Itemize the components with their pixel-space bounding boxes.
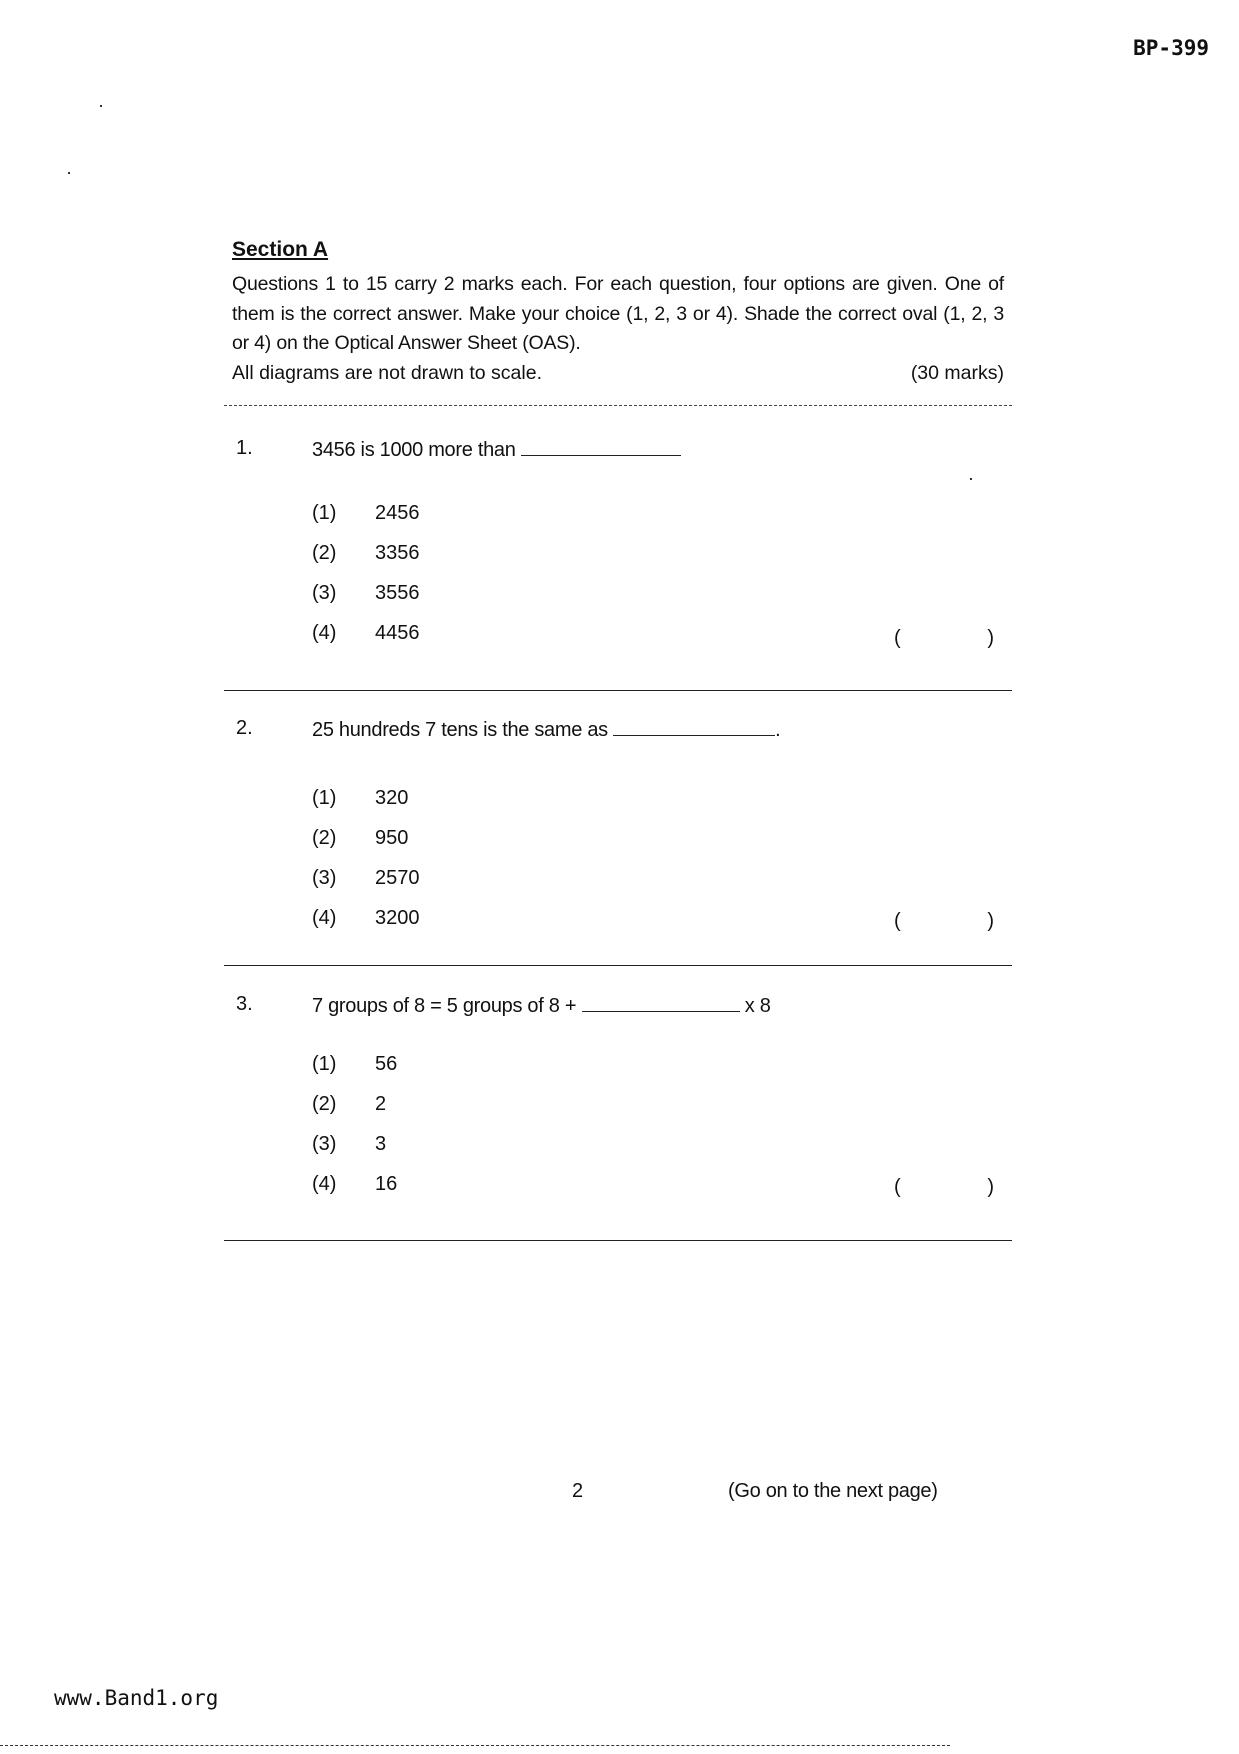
document-code: BP-399 (1133, 36, 1209, 60)
option-3 (312, 1133, 386, 1156)
option-label: (3) (312, 867, 337, 889)
option-1 (312, 787, 408, 810)
scan-speck (100, 105, 102, 107)
option-2 (312, 542, 420, 565)
option-label: (2) (312, 1093, 337, 1115)
bracket-close: ) (987, 910, 994, 932)
bracket-close: ) (987, 627, 994, 649)
answer-bracket (894, 910, 994, 933)
option-label: (2) (312, 827, 337, 849)
divider-rule (224, 1240, 1012, 1241)
watermark-url: www.Band1.org (54, 1686, 219, 1710)
answer-bracket (894, 1176, 994, 1199)
scan-speck (970, 478, 972, 480)
option-1 (312, 502, 420, 525)
option-label: (2) (312, 542, 337, 564)
option-value: 4456 (375, 622, 420, 644)
section-instructions: Questions 1 to 15 carry 2 marks each. For each question, four options are given. One of them is the correct answer. Make your choice (1, 2, 3 or 4). Shade the correct oval (1, 2, 3 or 4) on the Optical Answer Sheet (OAS). (232, 273, 1004, 354)
question-stem (312, 437, 681, 462)
answer-bracket (894, 627, 994, 650)
option-label: (4) (312, 622, 337, 644)
scan-edge-line (0, 1745, 950, 1746)
section-a (232, 238, 1004, 388)
question-number: 3. (236, 993, 253, 1015)
question-number: 2. (236, 717, 253, 739)
option-label: (1) (312, 502, 337, 524)
option-2 (312, 827, 408, 850)
bracket-close: ) (987, 1176, 994, 1198)
divider-rule (224, 690, 1012, 691)
option-3 (312, 582, 420, 605)
option-label: (3) (312, 582, 337, 604)
option-value: 3 (375, 1133, 387, 1155)
option-4 (312, 1173, 397, 1196)
scan-speck (68, 172, 70, 174)
diagram-note: All diagrams are not drawn to scale. (232, 361, 542, 384)
option-4 (312, 907, 420, 930)
divider-rule (224, 405, 1012, 406)
option-label: (3) (312, 1133, 337, 1155)
option-value: 3556 (375, 582, 420, 604)
option-value: 2 (375, 1093, 387, 1115)
option-value: 320 (375, 787, 409, 809)
stem-text: 25 hundreds 7 tens is the same as (312, 719, 608, 741)
option-value: 950 (375, 827, 409, 849)
section-marks: (30 marks) (910, 361, 1004, 384)
answer-blank (521, 437, 681, 456)
option-value: 56 (375, 1053, 398, 1075)
option-value: 2570 (375, 867, 420, 889)
stem-after-text: . (775, 719, 781, 741)
option-value: 16 (375, 1173, 398, 1195)
option-value: 3356 (375, 542, 420, 564)
question-stem (312, 993, 771, 1018)
page-number: 2 (572, 1480, 584, 1502)
instructions-last-line (232, 359, 1004, 389)
stem-text: 7 groups of 8 = 5 groups of 8 + (312, 995, 577, 1017)
question-stem (312, 717, 780, 742)
option-2 (312, 1093, 386, 1116)
option-label: (1) (312, 1053, 337, 1075)
bracket-open: ( (894, 627, 901, 649)
bracket-open: ( (894, 1176, 901, 1198)
option-label: (4) (312, 907, 337, 929)
section-title: Section A (232, 238, 329, 261)
answer-blank (582, 993, 740, 1012)
stem-after-text: x 8 (744, 995, 771, 1017)
answer-blank (613, 717, 775, 736)
option-label: (4) (312, 1173, 337, 1195)
bracket-open: ( (894, 910, 901, 932)
option-1 (312, 1053, 397, 1076)
continue-note: (Go on to the next page) (728, 1480, 938, 1502)
option-3 (312, 867, 420, 890)
option-label: (1) (312, 787, 337, 809)
divider-rule (224, 965, 1012, 966)
option-value: 2456 (375, 502, 420, 524)
option-4 (312, 622, 420, 645)
option-value: 3200 (375, 907, 420, 929)
stem-text: 3456 is 1000 more than (312, 439, 516, 461)
question-number: 1. (236, 437, 253, 459)
